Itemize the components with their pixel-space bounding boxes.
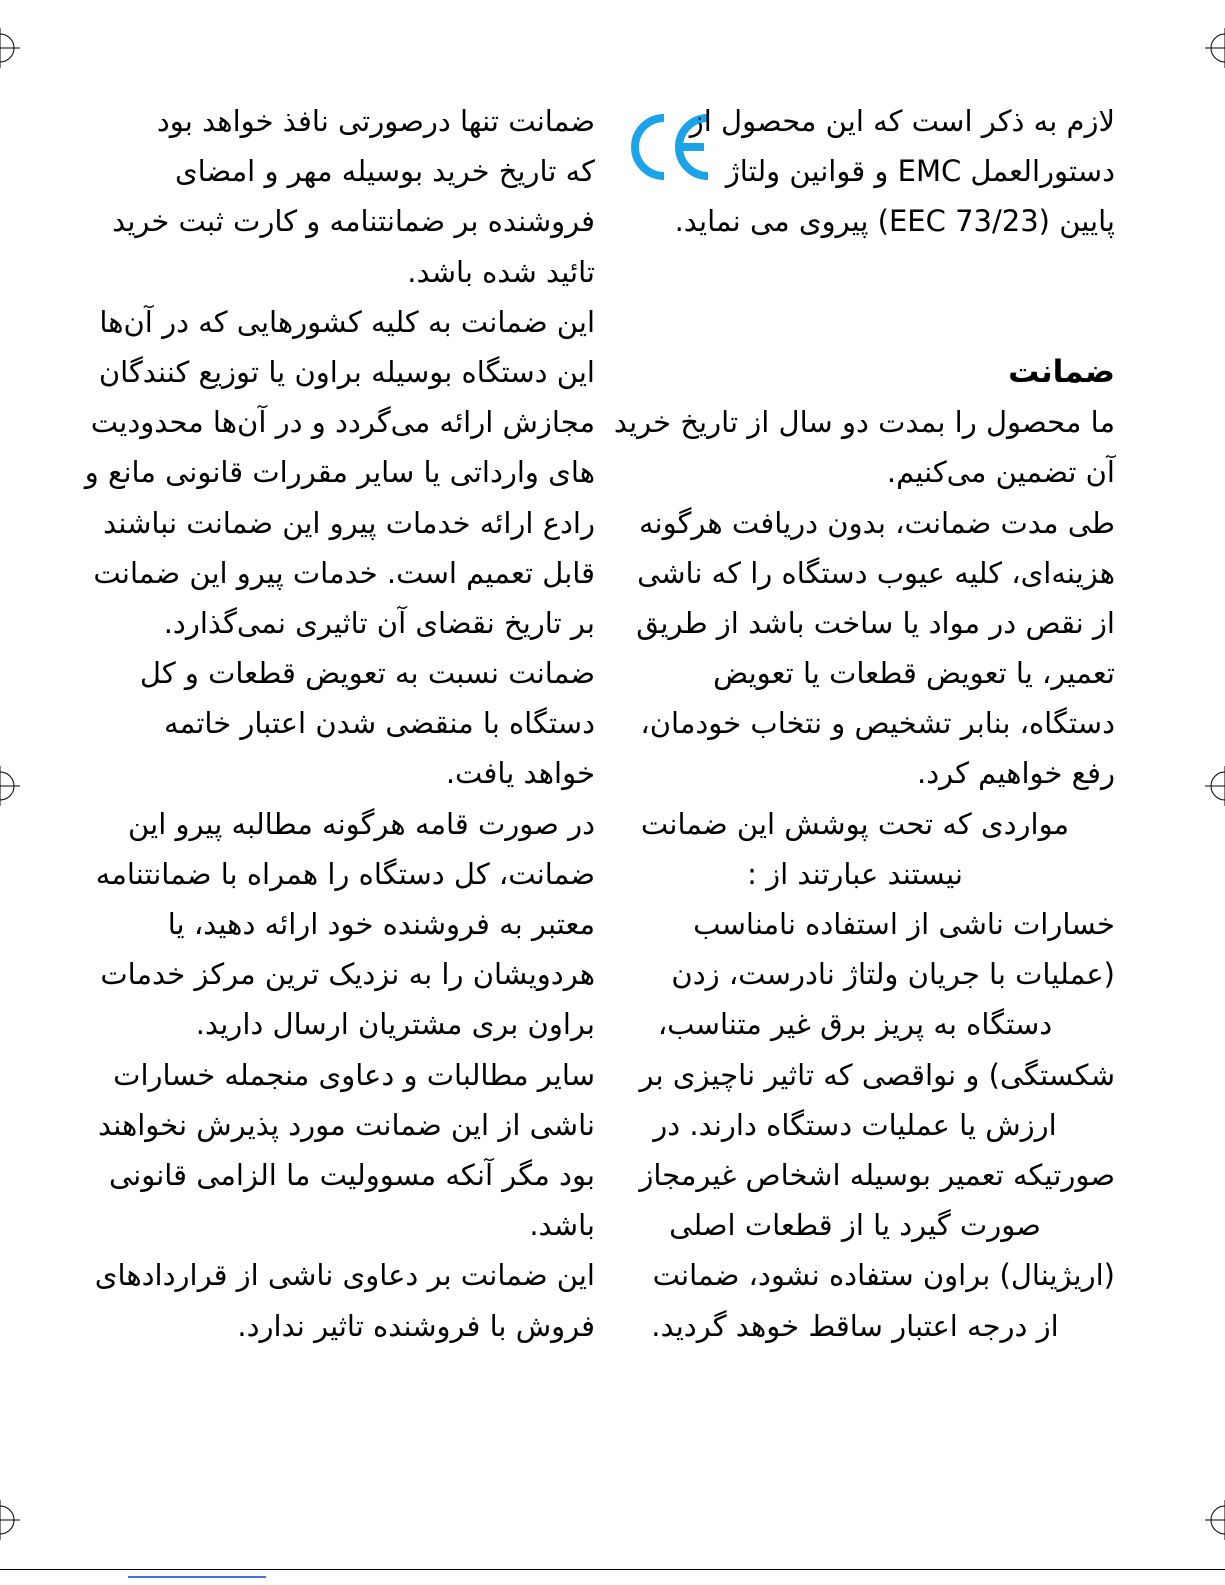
text-line: آن تضمین می‌کنیم. bbox=[886, 455, 1115, 490]
text-line: سایر مطالبات و دعاوی منجمله خسارات bbox=[113, 1057, 595, 1092]
text-line: پایین (73/23 EEC) پیروی می نماید. bbox=[674, 204, 1115, 239]
text-line: رادع ارائه خدمات پیرو این ضمانت نباشند bbox=[103, 505, 595, 540]
text-line: هردویشان را به نزدیک ترین مرکز خدمات bbox=[100, 957, 595, 992]
blank-line bbox=[595, 247, 1115, 297]
text-line: فروشنده بر ضمانتنامه و کارت ثبت خرید bbox=[112, 204, 595, 239]
text-line: از نقص در مواد یا ساخت باشد از طریق bbox=[636, 605, 1115, 640]
text-line: هزینه‌ای، کلیه عیوب دستگاه را که ناشی bbox=[637, 555, 1115, 590]
text-line: شکستگی) و نواقصی که تاثیر ناچیزی بر bbox=[639, 1057, 1115, 1092]
registration-mark-icon bbox=[0, 28, 20, 68]
text-line: خسارات ناشی از استفاده نامناسب bbox=[693, 907, 1115, 941]
text-line: ضمانت، کل دستگاه را همراه با ضمانتنامه bbox=[95, 856, 595, 891]
text-line: (عملیات با جریان ولتاژ نادرست، زدن bbox=[671, 957, 1115, 992]
text-line: قابل تعمیم است. خدمات پیرو این ضمانت bbox=[93, 555, 595, 590]
blank-line bbox=[595, 297, 1115, 347]
text-line: صورتیکه تعمیر بوسیله اشخاص غیرمجاز bbox=[639, 1157, 1115, 1192]
bottom-link-underline bbox=[128, 1576, 266, 1578]
registration-mark-icon bbox=[1205, 766, 1225, 806]
text-line: این ضمانت به کلیه کشورهایی که در آن‌ها bbox=[99, 304, 595, 339]
registration-mark-icon bbox=[0, 1500, 20, 1540]
text-line: فروش با فروشنده تاثیر ندارد. bbox=[237, 1308, 595, 1343]
text-line: ارزش یا عملیات دستگاه دارند. در bbox=[653, 1107, 1057, 1142]
text-line: این دستگاه بوسیله براون یا توزیع کنندگان bbox=[98, 354, 595, 389]
text-line: دستگاه، بنابر تشخیص و نتخاب خودمان، bbox=[640, 706, 1115, 741]
text-line: تائید شده باشد. bbox=[407, 254, 595, 289]
text-line: صورت گیرد یا از قطعات اصلی bbox=[669, 1208, 1041, 1243]
registration-mark-icon bbox=[1205, 28, 1225, 68]
text-line: که تاریخ خرید بوسیله مهر و امضای bbox=[174, 154, 595, 189]
left-column bbox=[75, 96, 595, 1351]
text-line: رفع خواهیم کرد. bbox=[917, 756, 1115, 791]
text-line: تعمیر، یا تعویض قطعات یا تعویض bbox=[713, 656, 1115, 691]
text-line: ضمانت تنها درصورتی نافذ خواهد بود bbox=[156, 104, 595, 138]
text-line: مواردی که تحت پوشش این ضمانت bbox=[640, 806, 1070, 841]
registration-mark-icon bbox=[0, 766, 20, 806]
text-line: این ضمانت بر دعاوی ناشی از قراردادهای bbox=[94, 1258, 595, 1293]
text-line: خواهد یافت. bbox=[445, 756, 595, 791]
page-bottom-rule bbox=[0, 1569, 1225, 1570]
text-line: نیستند عبارتند از : bbox=[747, 856, 963, 891]
section-heading: ضمانت bbox=[1008, 353, 1115, 390]
right-column bbox=[595, 96, 1115, 1351]
text-line: مجازش ارائه می‌گردد و در آن‌ها محدودیت bbox=[90, 405, 595, 440]
registration-mark-icon bbox=[1205, 1500, 1225, 1540]
text-line: براون بری مشتریان ارسال دارید. bbox=[195, 1007, 595, 1042]
text-line: بود مگر آنکه مسوولیت ما الزامی قانونی bbox=[109, 1157, 595, 1192]
text-line: در صورت قامه هرگونه مطالبه پیرو این bbox=[128, 806, 595, 841]
text-line: (اریژینال) براون ستفاده نشود، ضمانت bbox=[652, 1258, 1115, 1293]
text-line: ما محصول را بمدت دو سال از تاریخ خرید bbox=[613, 405, 1115, 440]
text-line: ضمانت نسبت به تعویض قطعات و کل bbox=[139, 656, 595, 691]
text-line: ناشی از این ضمانت مورد پذیرش نخواهند bbox=[97, 1107, 595, 1142]
text-line: از درجه اعتبار ساقط خوهد گردید. bbox=[651, 1308, 1059, 1343]
text-line: لازم به ذکر است که این محصول از bbox=[689, 104, 1115, 138]
text-line: باشد. bbox=[529, 1208, 595, 1243]
text-line: دستگاه به پریز برق غیر متناسب، bbox=[657, 1007, 1053, 1042]
text-line: طی مدت ضمانت، بدون دریافت هرگونه bbox=[639, 505, 1115, 540]
text-line: بر تاریخ نقضای آن تاثیری نمی‌گذارد. bbox=[163, 605, 595, 640]
text-line: دستگاه با منقضی شدن اعتبار خاتمه bbox=[164, 706, 595, 741]
text-line: دستورالعمل EMC و قوانین ولتاژ bbox=[725, 154, 1115, 189]
text-line: معتبر به فروشنده خود ارائه دهید، یا bbox=[167, 907, 595, 941]
text-line: های وارداتی یا سایر مقررات قانونی مانع و bbox=[84, 455, 595, 490]
